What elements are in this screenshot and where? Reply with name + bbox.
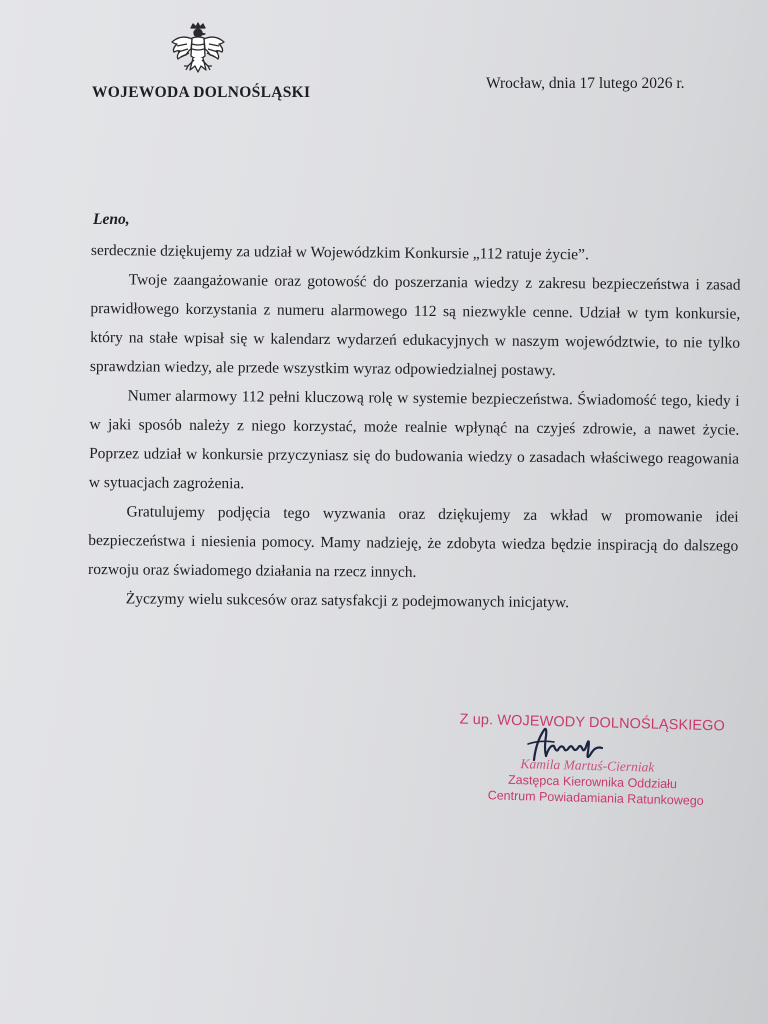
stamp-signatory-name: Kamila Martuś-Cierniak xyxy=(520,756,655,775)
paragraph: Gratulujemy podjęcia tego wyzwania oraz dziękujemy za wkład w promowanie idei bezpieczeństwa i niesienia pomocy. Mamy nadzieję, że zdobyta wiedza będzie inspiracją do dalszego rozwoju oraz świadomego działania na rzecz innych. xyxy=(88,503,739,581)
stamp-signatory-title: Zastępca Kierownika Oddziału xyxy=(507,772,678,792)
issuing-office-title: WOJEWODA DOLNOŚLĄSKI xyxy=(92,84,311,101)
polish-eagle-emblem-icon xyxy=(169,22,227,86)
date-line: Wrocław, dnia 17 lutego 2026 r. xyxy=(486,75,685,92)
stamp-authority-line: Z up. WOJEWODY DOLNOŚLĄSKIEGO xyxy=(459,711,726,735)
paragraph: Życzymy wielu sukcesów oraz satysfakcji z podejmowanych inicjatyw. xyxy=(125,590,570,612)
letter-body xyxy=(88,236,741,619)
stamp-unit-name: Centrum Powiadamiania Ratunkowego xyxy=(487,788,704,808)
handwritten-signature-icon xyxy=(520,722,620,766)
paragraph: serdecznie dziękujemy za udział w Wojewódzkim Konkursie „112 ratuje życie”. xyxy=(90,241,589,264)
paragraph: Twoje zaangażowanie oraz gotowość do poszerzania wiedzy z zakresu bezpieczeństwa i zasad prawidłowego korzystania z numeru alarmowego 112 są niezwykle cenne. Udział w tym konkursie, który na stałe wpisał się w kalendarz wydarzeń edukacyjnych w naszym województwie, to nie tylko sprawdzian wiedzy, ale przede wszystkim wyraz odpowiedzialnej postawy. xyxy=(89,271,741,380)
paragraph: Numer alarmowy 112 pełni kluczową rolę w systemie bezpieczeństwa. Świadomość tego, kiedy i w jaki sposób należy z niego korzystać, może realnie wpłynąć na czyjeś zdrowie, a nawet życie. Poprzez udział w konkursie przyczyniasz się do budowania wiedzy o zasadach właściwego reagowania w sytuacjach zagrożenia. xyxy=(88,387,740,493)
salutation: Leno, xyxy=(93,211,130,228)
